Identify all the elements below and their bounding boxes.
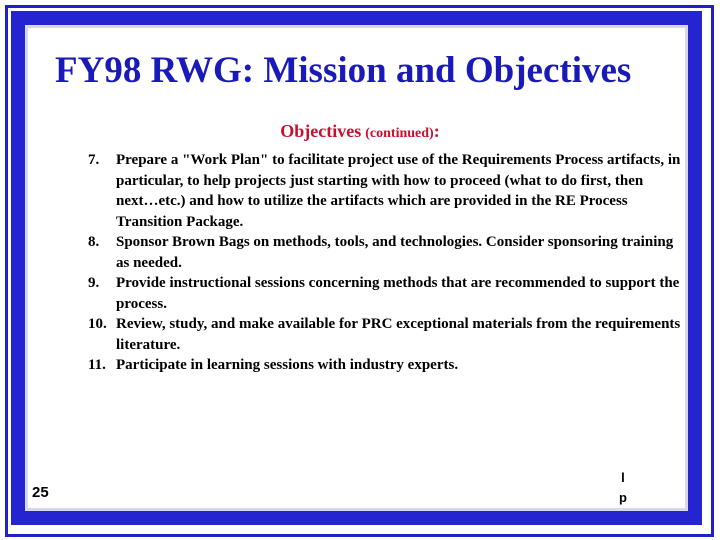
objective-number: 8. bbox=[88, 234, 100, 250]
objective-item bbox=[88, 355, 688, 376]
objective-text: Review, study, and make available for PRC exceptional materials from the requirements literature. bbox=[116, 316, 681, 353]
objective-item bbox=[88, 273, 688, 314]
objective-text: Sponsor Brown Bags on methods, tools, and technologies. Consider sponsoring training as needed. bbox=[116, 234, 674, 271]
objective-number: 7. bbox=[88, 152, 100, 168]
objective-item bbox=[88, 232, 688, 273]
objective-text: Prepare a "Work Plan" to facilitate project use of the Requirements Process artifacts, in particular, to help projects just starting with how to proceed (what to do first, then next…etc.) and how to utilize the artifacts which are provided in the RE Process Transition Package. bbox=[116, 152, 681, 230]
corner-mark bbox=[619, 468, 627, 508]
objective-number: 10. bbox=[88, 316, 107, 332]
objective-number: 11. bbox=[88, 357, 106, 373]
objectives-list bbox=[88, 150, 688, 376]
subtitle-main: Objectives bbox=[280, 121, 362, 141]
slide-title: FY98 RWG: Mission and Objectives bbox=[55, 50, 632, 91]
objective-text: Provide instructional sessions concerning methods that are recommended to support the process. bbox=[116, 275, 680, 312]
corner-mark-line-1: l bbox=[621, 470, 625, 485]
subtitle-colon: : bbox=[433, 121, 440, 141]
subtitle-continued: (continued) bbox=[365, 126, 434, 141]
corner-mark-line-2: p bbox=[619, 490, 627, 505]
section-subtitle bbox=[0, 121, 720, 142]
objective-number: 9. bbox=[88, 275, 100, 291]
slide-number: 25 bbox=[32, 484, 49, 501]
objective-item bbox=[88, 150, 688, 232]
objective-text: Participate in learning sessions with industry experts. bbox=[116, 357, 459, 373]
objective-item bbox=[88, 314, 688, 355]
